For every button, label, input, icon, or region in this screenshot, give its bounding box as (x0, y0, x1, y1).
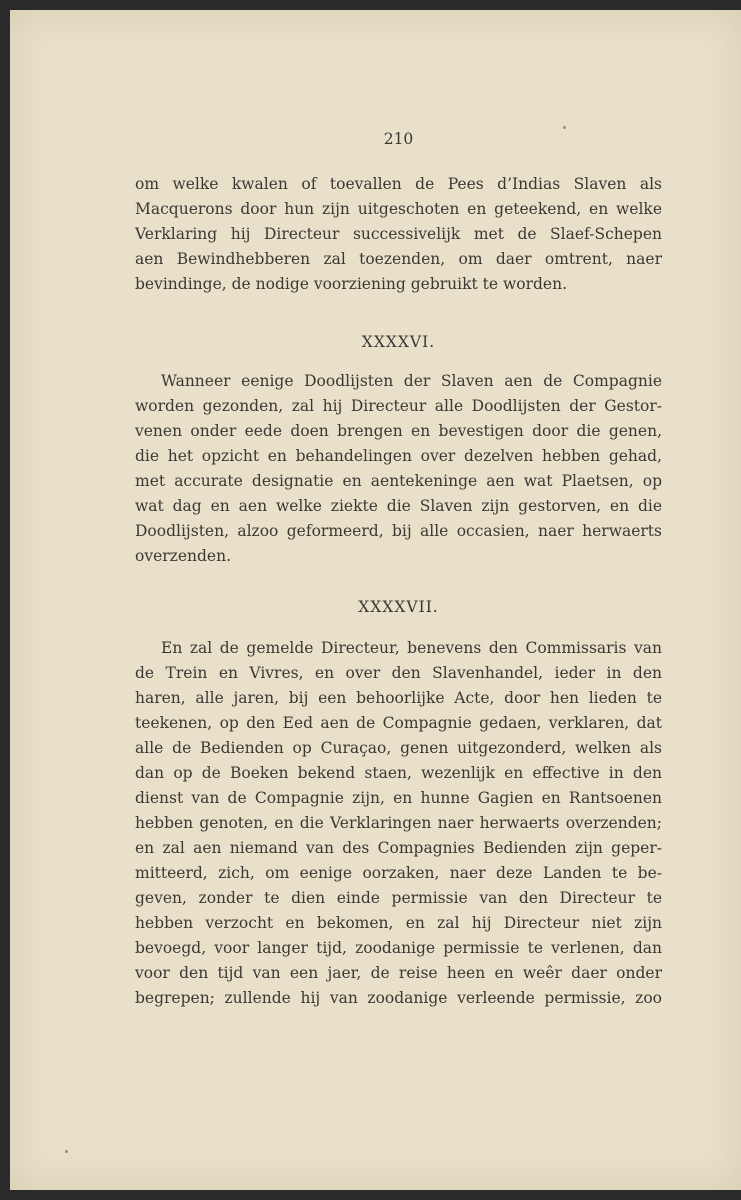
paragraph-line: haren, alle jaren, bij een behoorlijke Acte, door hen lieden te (135, 689, 662, 707)
paragraph-3 (135, 636, 662, 1011)
paragraph-line: En zal de gemelde Directeur, benevens den Commissaris van (161, 639, 662, 657)
paragraph-line: hebben genoten, en die Verklaringen naer herwaerts overzenden; (135, 814, 662, 832)
paragraph-line: met accurate designatie en aentekeninge aen wat Plaetsen, op (135, 472, 662, 490)
paragraph-line: Wanneer eenige Doodlijsten der Slaven aen de Compagnie (161, 372, 662, 390)
paper-speck (563, 126, 566, 129)
paragraph-line: Verklaring hij Directeur successivelijk met de Slaef-Schepen (135, 225, 662, 243)
paragraph-2 (135, 369, 662, 569)
paragraph-line: worden gezonden, zal hij Directeur alle Doodlijsten der Gestor- (135, 397, 662, 415)
paragraph-line: wat dag en aen welke ziekte die Slaven zijn gestorven, en die (135, 497, 662, 515)
paragraph-line: dienst van de Compagnie zijn, en hunne Gagien en Rantsoenen (135, 789, 662, 807)
page-number: 210 (383, 130, 414, 148)
paragraph-line: bevindinge, de nodige voorziening gebruikt te worden. (135, 275, 567, 293)
section-heading: XXXXVII. (358, 598, 439, 616)
paragraph-line: en zal aen niemand van des Compagnies Bedienden zijn geper- (135, 839, 662, 857)
paragraph-line: alle de Bedienden op Curaçao, genen uitgezonderd, welken als (135, 739, 662, 757)
paragraph-line: die het opzicht en behandelingen over dezelven hebben gehad, (135, 447, 662, 465)
paragraph-line: voor den tijd van een jaer, de reise heen en weêr daer onder (135, 964, 662, 982)
paragraph-line: hebben verzocht en bekomen, en zal hij Directeur niet zijn (135, 914, 662, 932)
paragraph-line: dan op de Boeken bekend staen, wezenlijk en effective in den (135, 764, 662, 782)
paragraph-line: de Trein en Vivres, en over den Slavenhandel, ieder in den (135, 664, 662, 682)
paragraph-line: overzenden. (135, 547, 231, 565)
paragraph-line: mitteerd, zich, om eenige oorzaken, naer deze Landen te be- (135, 864, 662, 882)
paragraph-line: om welke kwalen of toevallen de Pees d’Indias Slaven als (135, 175, 662, 193)
paragraph-1 (135, 172, 662, 297)
paragraph-line: aen Bewindhebberen zal toezenden, om daer omtrent, naer (135, 250, 662, 268)
paragraph-line: Doodlijsten, alzoo geformeerd, bij alle occasien, naer herwaerts (135, 522, 662, 540)
paragraph-line: teekenen, op den Eed aen de Compagnie gedaen, verklaren, dat (135, 714, 662, 732)
section-heading: XXXXVI. (361, 333, 436, 351)
paper-speck (65, 1150, 68, 1153)
paragraph-line: geven, zonder te dien einde permissie van den Directeur te (135, 889, 662, 907)
paragraph-line: Macquerons door hun zijn uitgeschoten en geteekend, en welke (135, 200, 662, 218)
paragraph-line: begrepen; zullende hij van zoodanige verleende permissie, zoo (135, 989, 662, 1007)
paragraph-line: venen onder eede doen brengen en bevestigen door die genen, (135, 422, 662, 440)
paragraph-line: bevoegd, voor langer tijd, zoodanige permissie te verlenen, dan (135, 939, 662, 957)
